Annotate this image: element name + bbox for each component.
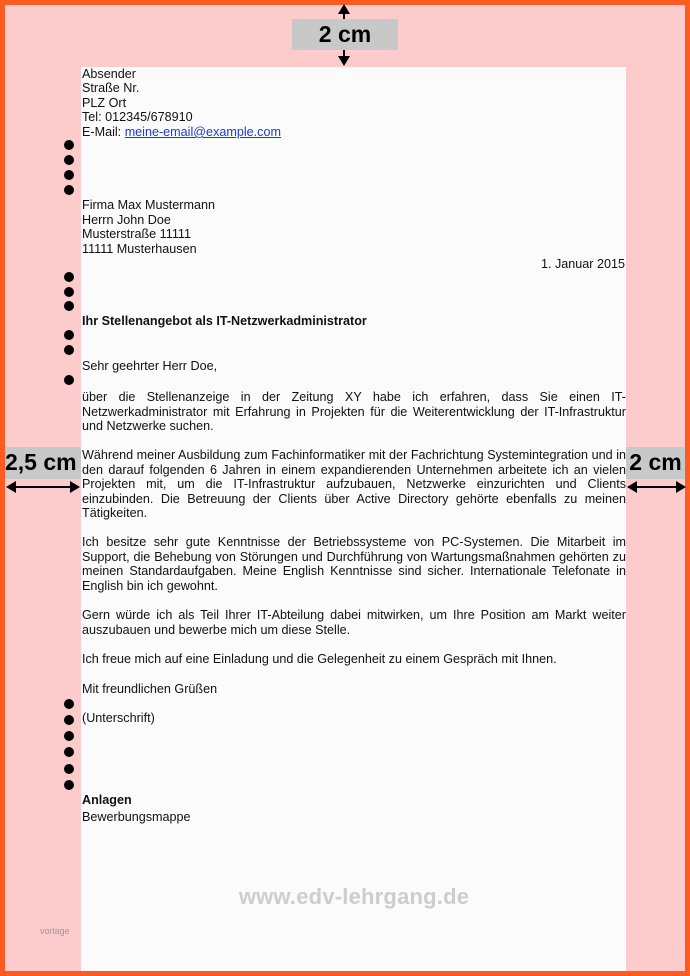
letter-salutation: Sehr geehrter Herr Doe,	[82, 359, 218, 373]
spacing-dot	[64, 780, 74, 790]
top-arrow-head-down	[338, 56, 350, 66]
sender-city: PLZ Ort	[82, 96, 127, 110]
recipient-city: 11111 Musterhausen	[82, 242, 197, 256]
letter-closing: Mit freundlichen Grüßen	[82, 682, 218, 696]
spacing-dot	[64, 185, 74, 195]
spacing-dot	[64, 345, 74, 355]
body-paragraph: Ich besitze sehr gute Kenntnisse der Betriebssysteme von PC-Systemen. Die Mitarbeit im Support, die Behebung von Störungen und Durchführung von Wartungsmaßnahmen gehörten zu meinen Standardaufgaben. Meine English Kenntnisse sind sicher. Internationale Telefonate in English bin ich gewohnt.	[82, 535, 626, 593]
spacing-dot	[64, 301, 74, 311]
attachments-item: Bewerbungsmappe	[82, 810, 191, 824]
right-arrow-head-right	[676, 481, 686, 493]
spacing-dot	[64, 375, 74, 385]
spacing-dot	[64, 272, 74, 282]
spacing-dot	[64, 699, 74, 709]
top-arrow-head-up	[338, 4, 350, 14]
letter-date: 1. Januar 2015	[540, 257, 625, 271]
spacing-dot	[64, 764, 74, 774]
recipient-person: Herrn John Doe	[82, 213, 171, 227]
spacing-dot	[64, 287, 74, 297]
letter-subject: Ihr Stellenangebot als IT-Netzwerkadministrator	[82, 314, 367, 328]
right-arrow-head-left	[627, 481, 637, 493]
right-margin-label: 2 cm	[626, 447, 685, 479]
spacing-dot	[64, 715, 74, 725]
sender-email-link[interactable]: meine-email@example.com	[124, 125, 281, 139]
body-paragraph: Gern würde ich als Teil Ihrer IT-Abteilung dabei mitwirken, um Ihre Position am Markt weiter auszubauen und bewerbe mich um diese Stelle.	[82, 608, 626, 637]
spacing-dot	[64, 330, 74, 340]
spacing-dot	[64, 747, 74, 757]
attachments-heading: Anlagen	[82, 793, 132, 807]
top-margin-label: 2 cm	[292, 19, 398, 50]
footer-tag: vorlage	[40, 926, 70, 936]
sender-phone: Tel: 012345/678910	[82, 110, 193, 124]
spacing-dot	[64, 731, 74, 741]
left-margin-arrow	[8, 486, 78, 488]
left-arrow-head-right	[70, 481, 80, 493]
letter-signature: (Unterschrift)	[82, 711, 155, 725]
sender-street: Straße Nr.	[82, 81, 140, 95]
body-paragraph: Ich freue mich auf eine Einladung und die Gelegenheit zu einem Gespräch mit Ihnen.	[82, 652, 557, 666]
left-margin-label: 2,5 cm	[5, 447, 81, 479]
body-paragraph: über die Stellenanzeige in der Zeitung XY habe ich erfahren, dass Sie einen IT-Netzwerkadministrator mit Erfahrung in Projekten für die Weiterentwicklung der IT-Infrastruktur und Netzwerke suchen.	[82, 390, 626, 434]
sender-email-line	[82, 125, 281, 140]
recipient-company: Firma Max Mustermann	[82, 198, 215, 212]
watermark: www.edv-lehrgang.de	[238, 884, 470, 909]
spacing-dot	[64, 140, 74, 150]
spacing-dot	[64, 155, 74, 165]
spacing-dot	[64, 170, 74, 180]
recipient-street: Musterstraße 11111	[82, 227, 191, 241]
sender-name: Absender	[82, 67, 136, 81]
body-paragraph: Während meiner Ausbildung zum Fachinformatiker mit der Fachrichtung Systemintegration und in den darauf folgenden 6 Jahren in einem expandierenden Unternehmen arbeitete ich an vielen Projekten mit, um die IT-Infrastruktur aufzubauen, Netzwerke einzurichten und Clients einzubinden. Die Betreuung der Clients über Active Directory gehörte ebenfalls zu meinen Tätigkeiten.	[82, 448, 626, 521]
sender-email-prefix: E-Mail:	[82, 125, 125, 139]
left-arrow-head-left	[6, 481, 16, 493]
